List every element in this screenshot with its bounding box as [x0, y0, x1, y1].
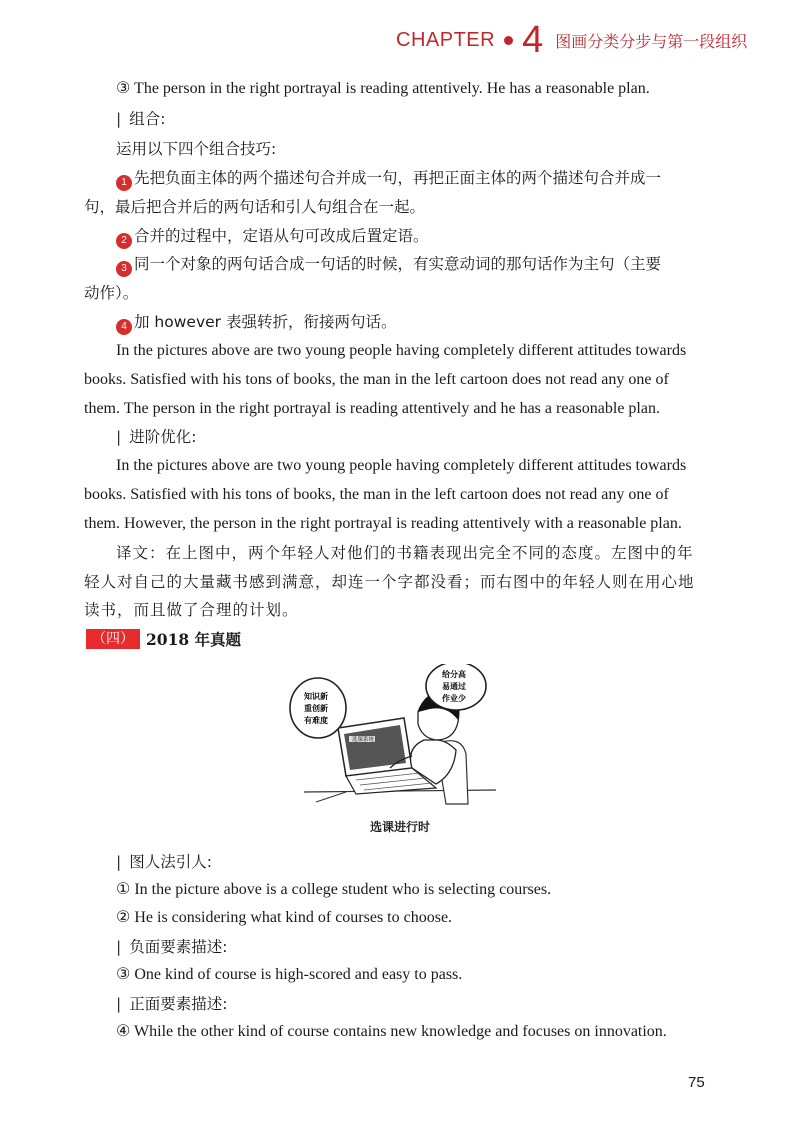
bubble-right-line-2: 易通过 — [442, 682, 466, 691]
cartoon-illustration — [286, 664, 516, 812]
section-badge: （四） — [86, 629, 140, 649]
number-marker-icon: 1 — [116, 175, 132, 191]
chapter-header — [396, 20, 747, 60]
tip-4 — [116, 312, 396, 335]
bar-icon: | — [116, 938, 122, 956]
bubble-right-line-1: 给分高 — [442, 670, 466, 679]
bar-icon: | — [116, 853, 122, 871]
subheading-combine — [116, 109, 165, 129]
translation-line-1: 译文：在上图中，两个年轻人对他们的书籍表现出完全不同的态度。左图中的年 — [116, 544, 694, 562]
bar-icon: | — [116, 995, 122, 1013]
section-title: 2018 年真题 — [146, 630, 242, 649]
bubble-right-line-3: 作业少 — [442, 694, 466, 703]
number-marker-icon: 2 — [116, 233, 132, 249]
sentence-3: ③ The person in the right portrayal is reading attentively. He has a reasonable plan. — [116, 80, 650, 97]
tip-3-cont: 动作）。 — [84, 284, 139, 302]
section-heading — [86, 628, 241, 650]
desk-edge — [316, 792, 346, 802]
tip-2-text: 合并的过程中，定语从句可改成后置定语。 — [134, 227, 429, 245]
paragraph-1-line-1: In the pictures above are two young people having completely different attitudes towards — [116, 342, 687, 359]
bubble-left-line-2: 重创新 — [304, 704, 328, 713]
sentence-1: ① In the picture above is a college student who is selecting courses. — [116, 881, 552, 898]
subheading-text: 正面要素描述: — [129, 995, 228, 1013]
sentence-3b: ③ One kind of course is high-scored and easy to pass. — [116, 966, 463, 983]
tip-4-text: 加 however 表强转折，衔接两句话。 — [134, 313, 397, 331]
figure-caption: 选课进行时 — [370, 820, 431, 834]
number-marker-icon: 3 — [116, 261, 132, 277]
tip-2 — [116, 226, 429, 249]
subheading-text: 组合: — [129, 110, 166, 128]
paragraph-2-line-1: In the pictures above are two young people having completely different attitudes towards — [116, 457, 687, 474]
sentence-4: ④ While the other kind of course contains new knowledge and focuses on innovation. — [116, 1023, 667, 1040]
translation-line-3: 读书，而且做了合理的计划。 — [84, 601, 299, 619]
intro-line: 运用以下四个组合技巧: — [116, 140, 277, 158]
chapter-dot-icon — [504, 36, 513, 45]
page-number: 75 — [688, 1074, 705, 1091]
tip-1-text: 先把负面主体的两个描述句合并成一句，再把正面主体的两个描述句合并成一 — [134, 169, 662, 187]
chapter-title: 图画分类分步与第一段组织 — [555, 31, 748, 51]
subheading-positive — [116, 994, 227, 1014]
paragraph-2-line-2: books. Satisfied with his tons of books, the man in the left cartoon does not read any one of — [84, 486, 669, 503]
screen-label-text: 选课系统 — [352, 737, 375, 743]
tip-1 — [116, 168, 661, 191]
subheading-negative — [116, 937, 227, 957]
number-marker-icon: 4 — [116, 319, 132, 335]
paragraph-1-line-2: books. Satisfied with his tons of books, the man in the left cartoon does not read any one of — [84, 371, 669, 388]
tip-3 — [116, 254, 661, 277]
chapter-number: 4 — [522, 19, 544, 61]
translation-line-2: 轻人对自己的大量藏书感到满意，却连一个字都没看；而右图中的年轻人则在用心地 — [84, 573, 695, 591]
chapter-label: CHAPTER — [396, 28, 496, 51]
subheading-text: 图人法引人: — [129, 853, 212, 871]
subheading-advanced — [116, 427, 196, 447]
tip-3-text: 同一个对象的两句话合成一句话的时候，有实意动词的那句话作为主句（主要 — [134, 255, 662, 273]
tip-1-cont: 句，最后把合并后的两句话和引人句组合在一起。 — [84, 198, 426, 216]
sentence-2: ② He is considering what kind of courses to choose. — [116, 909, 453, 926]
subheading-text: 负面要素描述: — [129, 938, 228, 956]
subheading-text: 进阶优化: — [129, 428, 197, 446]
bubble-left-line-3: 有难度 — [304, 716, 328, 725]
subheading-intro — [116, 852, 212, 872]
bar-icon: | — [116, 428, 122, 446]
bar-icon: | — [116, 110, 122, 128]
paragraph-2-line-3: them. However, the person in the right portrayal is reading attentively with a reasonable plan. — [84, 515, 682, 532]
paragraph-1-line-3: them. The person in the right portrayal is reading attentively and he has a reasonable plan. — [84, 400, 660, 417]
bubble-left-line-1: 知识新 — [304, 692, 328, 701]
